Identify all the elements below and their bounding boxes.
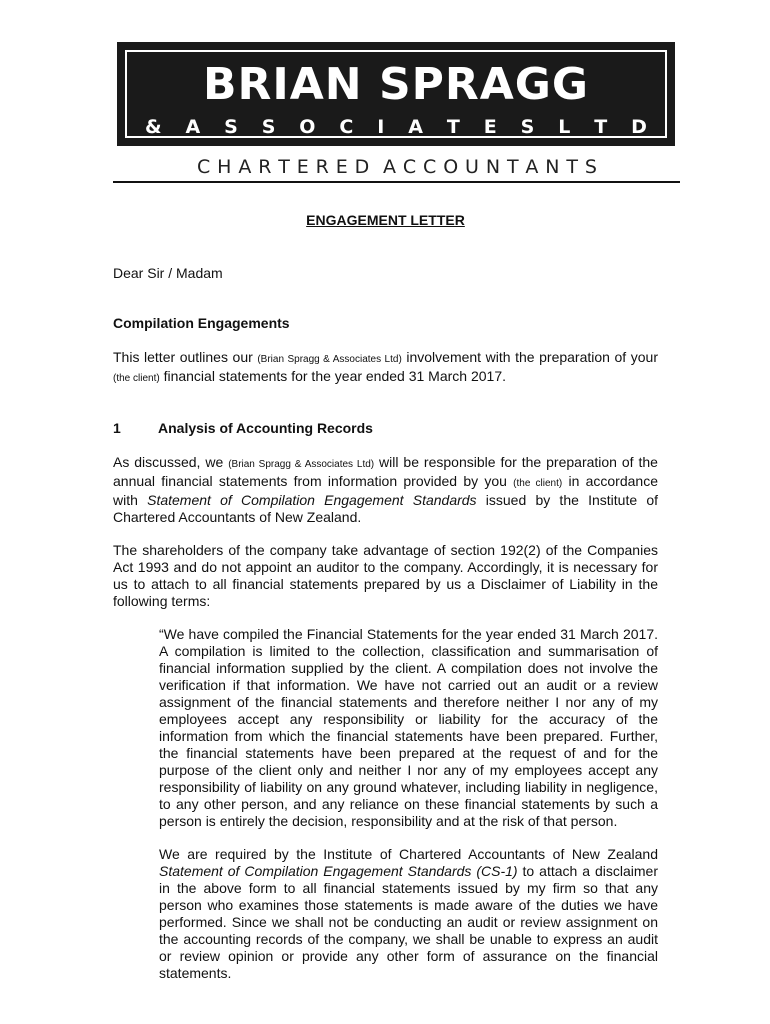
quote2-text-2: to attach a disclaimer in the above form to all financial statements issued by my firm so that any person who examines those statements is made aware of the duties we have performed. Since we shall not be conducting an audit or review assignment on the accounting records of the company, we shall be unable to express an audit or review opinion or provide any other form of assurance on the financial statements. <box>159 863 659 981</box>
intro-text-2: involvement with the preparation of your <box>401 349 658 365</box>
tagline-letter: T <box>278 156 290 178</box>
intro-paragraph <box>113 349 658 387</box>
logo-letter: C <box>339 116 354 138</box>
logo-letter: O <box>299 116 316 138</box>
tagline-letter: N <box>485 156 501 178</box>
tagline-letter: T <box>506 156 519 178</box>
section-1-title: Analysis of Accounting Records <box>158 420 373 436</box>
logo-tagline <box>197 154 597 180</box>
tagline-letter: A <box>238 156 252 178</box>
intro-text-1: This letter outlines our <box>113 349 258 365</box>
logo-letter: A <box>185 116 201 138</box>
tagline-letter: A <box>383 156 397 178</box>
logo-letter: & <box>145 116 162 138</box>
tagline-letter: C <box>402 156 417 178</box>
logo-letter: I <box>377 116 385 138</box>
section-1-paragraph-1 <box>113 454 658 526</box>
firm-placeholder: (Brian Spragg & Associates Ltd) <box>228 459 375 470</box>
tagline-letter: R <box>258 156 272 178</box>
logo-letter: S <box>520 116 535 138</box>
para1-text-4: issued by the Institute of Chartered Accountants of New Zealand. <box>113 492 659 525</box>
para1-text-1: As discussed, we <box>113 454 229 470</box>
tagline-letter: C <box>197 156 211 178</box>
logo-letter: L <box>558 116 571 138</box>
section-1-paragraph-2: The shareholders of the company take advantage of section 192(2) of the Companies Act 1993 and do not appoint an auditor to the company. Accordingly, it is necessary for us to attach to all financial statements prepared by us a Disclaimer of Liability in the following terms: <box>113 542 658 609</box>
salutation: Dear Sir / Madam <box>113 265 223 281</box>
logo-letter: T <box>594 116 608 138</box>
document-title: ENGAGEMENT LETTER <box>306 212 465 228</box>
disclaimer-quote <box>159 626 658 982</box>
tagline-letter: C <box>423 156 437 178</box>
intro-text-3: financial statements for the year ended 31 March 2017. <box>159 368 507 384</box>
logo-letter: E <box>483 116 497 138</box>
firm-placeholder: (Brian Spragg & Associates Ltd) <box>257 354 402 365</box>
disclaimer-paragraph-1: “We have compiled the Financial Statements for the year ended 31 March 2017. A compilation is limited to the collection, classification and summarisation of financial information supplied by the client. A compilation does not involve the verification if that information. We have not carried out an audit or a review assignment of the financial statements and therefore neither I nor any of my employees accept any responsibility or liability for the accuracy of the information from which the financial statements have been prepared. Further, the financial statements have been prepared at the request of and for the purpose of the client only and neither I nor any of my employees accept any responsibility of liability on any ground whatever, including liability in negligence, to any other person, and any reliance on these financial statements by such a person is entirely the decision, responsibility and at the risk of that person. <box>159 626 658 829</box>
company-logo <box>117 42 675 146</box>
tagline-letter: D <box>354 156 370 178</box>
tagline-letter: H <box>217 156 232 178</box>
tagline-letter: U <box>465 156 479 178</box>
section-1-number: 1 <box>113 420 121 436</box>
logo-company-name: BRIAN SPRAGG <box>202 59 590 110</box>
section-1-heading <box>113 420 658 437</box>
client-placeholder: (the client) <box>513 478 563 489</box>
logo-letter: T <box>446 116 460 138</box>
tagline-letter: E <box>335 156 348 178</box>
tagline-letter: R <box>315 156 329 178</box>
section-heading: Compilation Engagements <box>113 315 290 331</box>
logo-letter: D <box>631 116 647 138</box>
tagline-letter: S <box>584 156 597 178</box>
tagline-letter: N <box>545 156 560 178</box>
logo-associates-line <box>145 115 647 139</box>
standard-reference-cs1: Statement of Compilation Engagement Standards (CS-1) <box>159 863 518 879</box>
logo-letter: A <box>408 116 423 138</box>
tagline-letter: A <box>525 156 539 178</box>
para1-text-2: will be responsible for the preparation of the annual financial statements from information provided by you <box>113 454 658 489</box>
para1-text-3: in accordance with <box>113 473 658 508</box>
logo-letter: S <box>261 116 276 138</box>
standard-reference: Statement of Compilation Engagement Standards <box>147 492 477 508</box>
quote2-text-1: We are required by the Institute of Chartered Accountants of New Zealand <box>159 846 658 862</box>
client-placeholder: (the client) <box>113 373 160 384</box>
disclaimer-paragraph-2 <box>159 846 658 982</box>
tagline-letter: T <box>566 156 578 178</box>
tagline-letter: E <box>296 156 309 178</box>
logo-letter: S <box>224 116 238 138</box>
logo-inner-border <box>125 50 667 138</box>
tagline-letter: O <box>443 156 459 178</box>
letter-body <box>113 212 658 998</box>
header-divider <box>113 181 680 183</box>
